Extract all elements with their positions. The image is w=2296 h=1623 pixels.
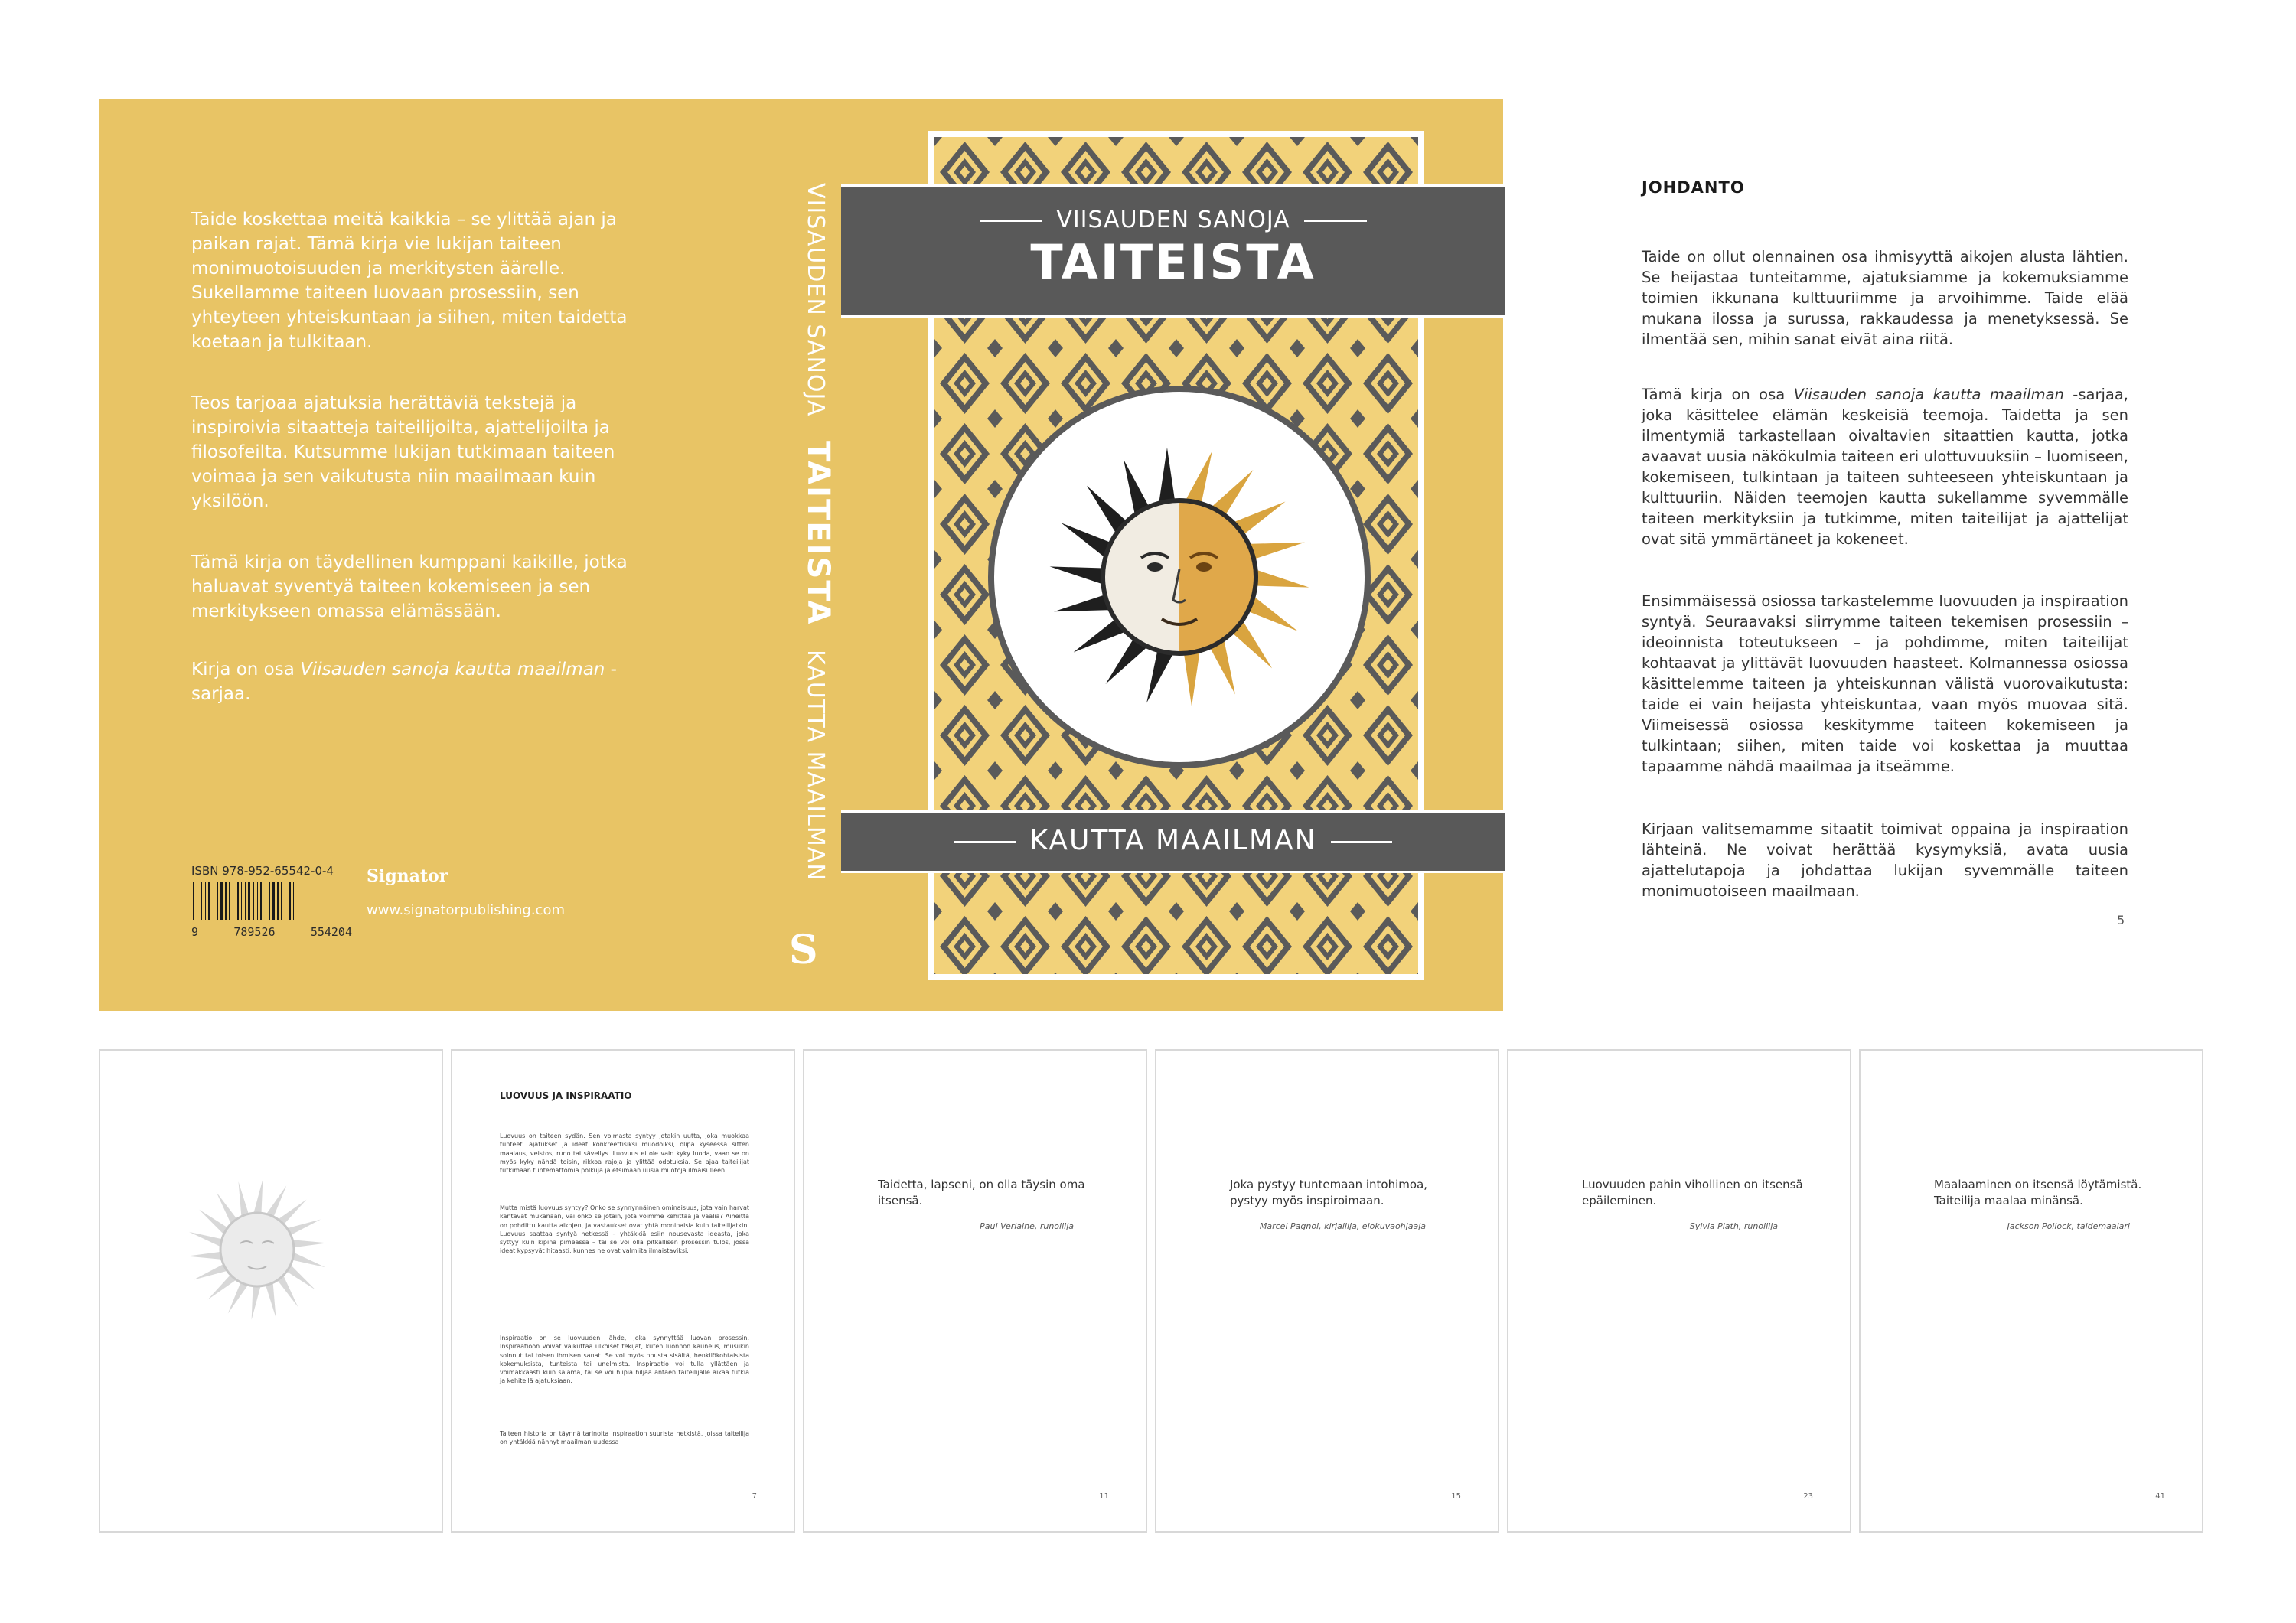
body-paragraph: Mutta mistä luovuus syntyy? Onko se synnynnäinen ominaisuus, jota vain harvat kantavat mukanaan, vai onko se jotain, jota voimme kehittää ja vaalia? Aiheitta on pohdittu kautta aikojen, ja vastaukset ovat yhtä moninaisia kuin taiteilijatkin. Luovuus saattaa syntyä hetkessä – yhtäkkiä esiin nousevasta ideasta, joka syttyy kuin kipinä pimeässä – tai se voi olla pitkällisen prosessin tulos, jossa ideat kypsyvät hitaasti, kunnes ne ovat valmiita ilmaistaviksi.	[500, 1204, 749, 1255]
quote-text: Maalaaminen on itsensä löytämistä. Taiteilija maalaa minänsä.	[1934, 1178, 2142, 1207]
quote-author: Sylvia Plath, runoilija	[1689, 1221, 1778, 1231]
intro-paragraph-1: Taide on ollut olennainen osa ihmisyyttä aikojen alusta lähtien. Se heijastaa tunteitamme, ajatuksiamme ja kokemuksiamme toimien ikkunana kulttuuriimme ja arvoihimme. Taide elää mukana ilossa ja surussa, rakkaudessa ja menetyksessä. Se ilmentää sen, mihin sanat eivät aina riitä.	[1642, 248, 2128, 348]
spine-text	[795, 183, 841, 882]
page-number: 7	[752, 1492, 757, 1501]
page-11	[803, 1049, 1147, 1533]
page-41	[1859, 1049, 2203, 1533]
quote-author: Jackson Pollock, taidemaalari	[2007, 1221, 2130, 1231]
page-sun-illustration	[99, 1049, 443, 1533]
publisher-url: www.signatorpublishing.com	[367, 902, 565, 918]
title-band	[841, 184, 1505, 318]
intro-paragraph-2: Tämä kirja on osa Viisauden sanoja kautta maailman -sarjaa, joka käsittelee elämän keskeisiä teemoja. Taidetta ja sen ilmentymiä tarkastellaan oivaltavien sitaattien kautta, jotka avaavat uusia näkökulmia taiteen eri ulottuvuuksiin – luomiseen, kokemiseen, tulkintaan ja taiteen suhteeseen yhteiskuntaan ja kulttuuriin. Näiden teemojen kautta sukellamme syvemmälle taiteen merkityksiin ja tutkimme, miten taiteilijat ja ajattelijat ovat sitä ymmärtäneet ja kokeneet.	[1642, 386, 2128, 548]
back-cover-paragraph-2: Teos tarjoaa ajatuksia herättäviä tekstejä ja inspiroivia sitaatteja taiteilijoilta, ajattelijoilta ja filosofeilta. Kutsumme lukijan tutkimaan taiteen voimaa ja sen vaikutusta niin maailmaan kuin yksilöön.	[191, 393, 615, 511]
page-number: 23	[1803, 1492, 1813, 1501]
sun-face-icon	[181, 1173, 334, 1326]
section-heading: LUOVUUS JA INSPIRAATIO	[500, 1090, 632, 1101]
back-cover-series-note: Kirja on osa Viisauden sanoja kautta maailman -sarjaa.	[191, 660, 617, 704]
body-paragraph: Luovuus on taiteen sydän. Sen voimasta syntyy jotakin uutta, joka muokkaa tunteet, ajatukset ja ideat konkreettisiksi muodoiksi, olipa kyseessä sitten maalaus, veistos, runo tai sävellys. Luovuus ei ole vain kyky luoda, vaan se on myös kyky nähdä toisin, rikkoa rajoja ja ylittää odotuksia. Se ajaa taiteilijat tutkimaan tuntemattomia polkuja ja etsimään uusia muotoja ilmaisulleen.	[500, 1133, 749, 1175]
quote-author: Marcel Pagnol, kirjailija, elokuvaohjaaja	[1259, 1221, 1426, 1231]
back-cover-paragraph-1: Taide koskettaa meitä kaikkia – se ylittää ajan ja paikan rajat. Tämä kirja vie lukijan taiteen monimuotoisuuden ja merkitysten äärelle. Sukellamme taiteen luovaan prosessiin, sen yhteyteen yhteiskuntaan ja siihen, miten taidetta koetaan ja tulkitaan.	[191, 210, 628, 352]
page-number: 41	[2155, 1492, 2165, 1501]
body-paragraph: Inspiraatio on se luovuuden lähde, joka synnyttää luovan prosessin. Inspiraatioon voivat vaikuttaa ulkoiset tekijät, kuten luonnon kauneus, musiikin soinnut tai toisen ihmisen sanat. Se voi myös nousta sisältä, henkilökohtaisista kokemuksista, tunteista tai unelmista. Inspiraatio voi tulla yllättäen ja voimakkaasti kuin salama, tai se voi hiipiä hiljaa antaen taiteilijalle aikaa tutkia ja kehitellä ajatuksiaan.	[500, 1335, 749, 1385]
sun-face-icon	[984, 382, 1375, 772]
barcode-digits: 9 789526 554204	[191, 925, 352, 939]
publisher-name: Signator	[367, 866, 448, 886]
page-number: 5	[2117, 913, 2125, 927]
front-subtitle: KAUTTA MAAILMAN	[841, 825, 1505, 856]
quote-text: Joka pystyy tuntemaan intohimoa, pystyy myös inspiroimaan.	[1230, 1178, 1428, 1207]
intro-heading: JOHDANTO	[1642, 178, 1745, 197]
front-series-title: VIISAUDEN SANOJA	[841, 207, 1505, 233]
subtitle-band	[841, 810, 1505, 873]
intro-paragraph-3: Ensimmäisessä osiossa tarkastelemme luovuuden ja inspiraation syntyä. Seuraavaksi siirrymme taiteen tekemisen prosessiin – ideoinnista toteutukseen – ja pohdimme, miten taiteilijat kohtaavat ja ylittävät luovuuden haasteet. Kolmannessa osiossa käsittelemme taiteen ja yhteiskunnan välistä vuorovaikutusta: taide ei vain heijasta yhteiskuntaa, vaan myös muovaa sitä. Viimeisessä osiossa keskitymme taiteen kokemiseen ja tulkintaan; siihen, miten taide voi koskettaa ja muuttaa tapaamme nähdä maailmaa ja itseämme.	[1642, 592, 2128, 775]
spine-logo: S	[789, 927, 818, 973]
spine-series: VIISAUDEN SANOJA	[802, 183, 829, 417]
book-cover-spread	[99, 99, 1503, 1011]
spine-subtitle: KAUTTA MAAILMAN	[802, 650, 829, 882]
spine-title: TAITEISTA	[801, 440, 836, 626]
isbn-label: ISBN 978-952-65542-0-4	[191, 864, 334, 878]
barcode-icon	[191, 882, 352, 920]
page-23	[1507, 1049, 1851, 1533]
body-paragraph: Taiteen historia on täynnä tarinoita inspiraation suurista hetkistä, joissa taiteilija on yhtäkkiä nähnyt maailman uudessa	[500, 1430, 749, 1446]
quote-text: Taidetta, lapseni, on olla täysin oma itsensä.	[878, 1178, 1085, 1207]
page-number: 15	[1451, 1492, 1461, 1501]
intro-paragraph-4: Kirjaan valitsemamme sitaatit toimivat oppaina ja inspiraation lähteinä. Ne voivat herättää kysymyksiä, avata uusia ajattelutapoja ja johdattaa lukijan syvemmälle taiteen monimuotoiseen maailmaan.	[1642, 820, 2128, 900]
quote-author: Paul Verlaine, runoilija	[980, 1221, 1074, 1231]
page-7	[451, 1049, 795, 1533]
page-15	[1155, 1049, 1499, 1533]
back-cover-paragraph-3: Tämä kirja on täydellinen kumppani kaikille, jotka haluavat syventyä taiteen kokemiseen ja sen merkitykseen omassa elämässään.	[191, 552, 628, 621]
quote-text: Luovuuden pahin vihollinen on itsensä epäileminen.	[1582, 1178, 1803, 1207]
page-number: 11	[1099, 1492, 1109, 1501]
front-title: TAITEISTA	[1030, 234, 1316, 290]
